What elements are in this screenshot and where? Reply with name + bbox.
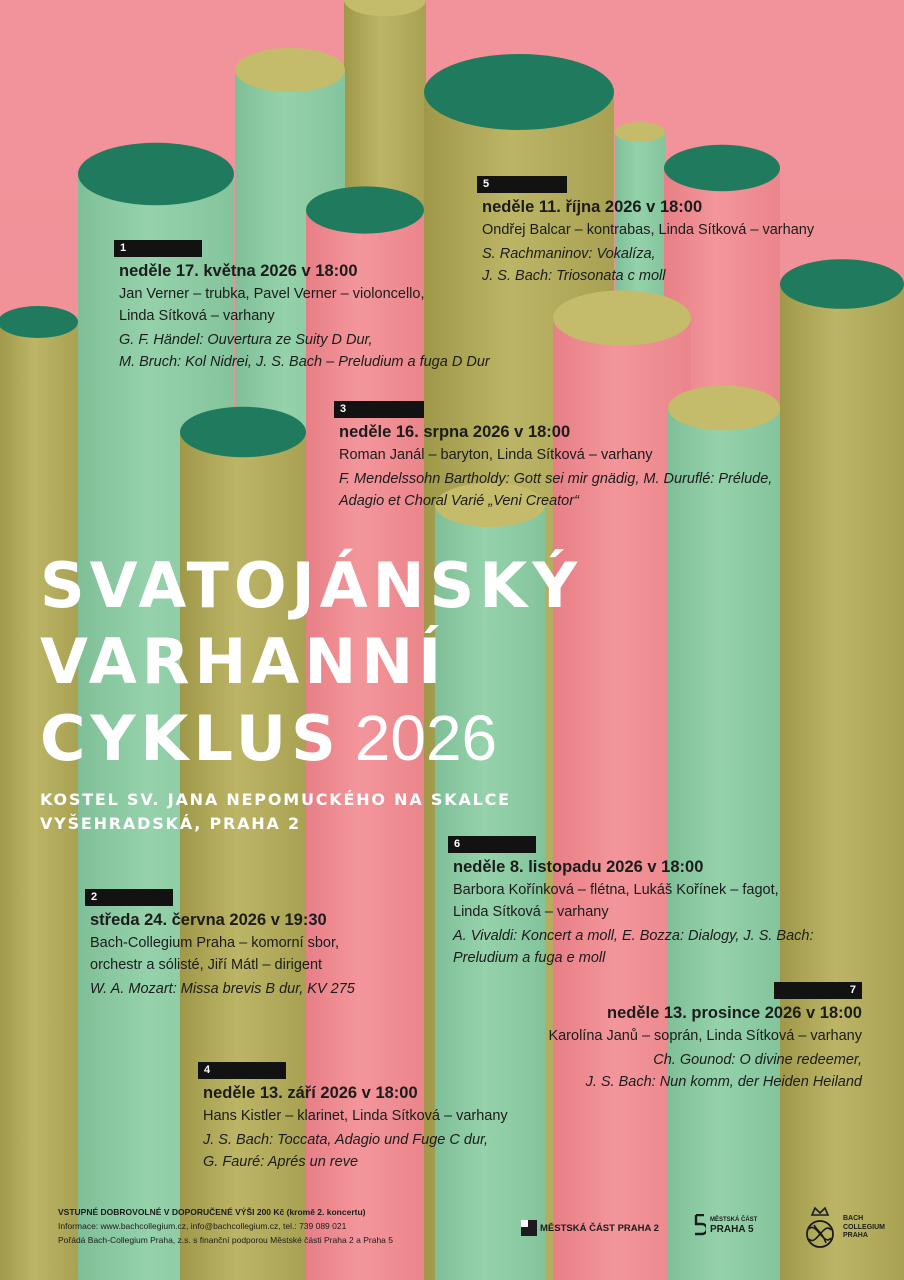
event-program: W. A. Mozart: Missa brevis B dur, KV 275 xyxy=(90,981,355,997)
organizer-note: Pořádá Bach-Collegium Praha, z.s. s finanční podporou Městské části Praha 2 a Praha 5 xyxy=(58,1235,393,1245)
festival-title-line-3 xyxy=(40,702,498,775)
event-date: neděle 13. prosince 2026 v 18:00 xyxy=(607,1004,862,1022)
praha2-logo-mark-icon xyxy=(521,1220,537,1236)
organ-pipe-top xyxy=(553,290,691,345)
event-performers: Roman Janál – baryton, Linda Sítková – varhany xyxy=(339,447,653,463)
event-program: G. F. Händel: Ouvertura ze Suity D Dur, M. Bruch: Kol Nidrei, J. S. Bach – Preludium a fuga D Dur xyxy=(119,332,490,370)
organ-pipe-top xyxy=(78,143,234,205)
event-number: 4 xyxy=(198,1062,286,1079)
footer-info xyxy=(58,1205,393,1247)
event-date: neděle 8. listopadu 2026 v 18:00 xyxy=(453,858,704,876)
event-1 xyxy=(114,238,490,373)
event-4 xyxy=(198,1060,508,1173)
praha5-logo: MĚSTSKÁ ČÁST PRAHA 5 xyxy=(694,1214,757,1236)
festival-year: 2026 xyxy=(354,702,498,774)
event-5 xyxy=(477,174,814,287)
event-performers: Barbora Kořínková – flétna, Lukáš Kořínek – fagot, Linda Sítková – varhany xyxy=(453,882,779,920)
event-number: 1 xyxy=(114,240,202,257)
event-number: 5 xyxy=(477,176,567,193)
event-program: A. Vivaldi: Koncert a moll, E. Bozza: Dialogy, J. S. Bach: Preludium a fuga e moll xyxy=(453,928,814,966)
event-3 xyxy=(334,399,772,512)
organ-pipe xyxy=(780,284,904,1280)
event-performers: Karolína Janů – soprán, Linda Sítková – varhany xyxy=(548,1028,862,1044)
event-date: neděle 16. srpna 2026 v 18:00 xyxy=(339,423,571,441)
event-program: F. Mendelssohn Bartholdy: Gott sei mir gnädig, M. Duruflé: Prélude, Adagio et Choral Varié „Veni Creator“ xyxy=(339,471,773,509)
festival-title-line-2: VARHANNÍ xyxy=(40,625,447,698)
event-number: 6 xyxy=(448,836,536,853)
event-performers: Jan Verner – trubka, Pavel Verner – violoncello, Linda Sítková – varhany xyxy=(119,286,425,324)
bach-collegium-crest-icon xyxy=(800,1205,840,1251)
venue-name: KOSTEL SV. JANA NEPOMUCKÉHO NA SKALCE xyxy=(40,790,511,809)
event-number: 7 xyxy=(774,982,862,999)
event-number: 2 xyxy=(85,889,173,906)
venue xyxy=(40,788,511,836)
event-program: S. Rachmaninov: Vokalíza, J. S. Bach: Triosonata c moll xyxy=(482,246,666,284)
bach-collegium-logo: BACH COLLEGIUM PRAHA xyxy=(800,1205,885,1251)
organ-pipe-top xyxy=(424,54,614,130)
event-date: neděle 11. října 2026 v 18:00 xyxy=(482,198,703,216)
organ-pipe-top xyxy=(306,186,424,233)
event-date: neděle 17. května 2026 v 18:00 xyxy=(119,262,358,280)
praha2-logo: MĚSTSKÁ ČÁST PRAHA 2 xyxy=(521,1220,659,1236)
event-performers: Hans Kistler – klarinet, Linda Sítková – varhany xyxy=(203,1108,508,1124)
admission-note: VSTUPNÉ DOBROVOLNÉ V DOPORUČENÉ VÝŠI 200 Kč (kromě 2. koncertu) xyxy=(58,1207,366,1217)
festival-title-cyklus: CYKLUS xyxy=(40,702,341,775)
venue-address: VYŠEHRADSKÁ, PRAHA 2 xyxy=(40,814,301,833)
contact-info: Informace: www.bachcollegium.cz, info@bachcollegium.cz, tel.: 739 089 021 xyxy=(58,1221,347,1231)
event-2 xyxy=(85,887,355,1000)
event-date: neděle 13. září 2026 v 18:00 xyxy=(203,1084,418,1102)
organ-pipe-top xyxy=(615,122,665,142)
organ-pipe-top xyxy=(180,407,306,457)
event-performers: Bach-Collegium Praha – komorní sbor, orchestr a sólisté, Jiří Mátl – dirigent xyxy=(90,935,340,973)
event-number: 3 xyxy=(334,401,424,418)
event-date: středa 24. června 2026 v 19:30 xyxy=(90,911,327,929)
praha5-logo-mark-icon xyxy=(694,1214,706,1236)
event-program: J. S. Bach: Toccata, Adagio und Fuge C dur, G. Fauré: Aprés un reve xyxy=(203,1132,489,1170)
organ-pipe-top xyxy=(235,48,345,92)
festival-title-line-1: SVATOJÁNSKÝ xyxy=(40,549,583,622)
event-program: Ch. Gounod: O divine redeemer, J. S. Bach: Nun komm, der Heiden Heiland xyxy=(585,1052,862,1090)
event-performers: Ondřej Balcar – kontrabas, Linda Sítková – varhany xyxy=(482,222,815,238)
organ-pipe-top xyxy=(0,306,78,338)
event-7 xyxy=(548,980,862,1093)
event-6 xyxy=(448,834,814,969)
